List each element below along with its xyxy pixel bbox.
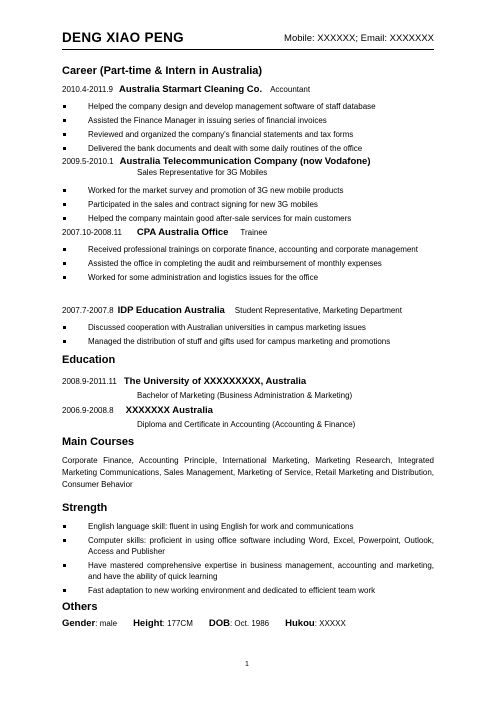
education-dates: 2008.9-2011.11: [62, 377, 117, 386]
school-name: XXXXXXX Australia: [125, 405, 213, 416]
bullet-icon: [63, 147, 66, 150]
list-item: [62, 336, 434, 347]
gender-label: Gender: [62, 618, 96, 629]
strength-heading: Strength: [62, 502, 108, 514]
bullet-icon: [63, 589, 66, 592]
hukou-label: Hukou: [285, 618, 315, 629]
job-header: [62, 305, 434, 316]
list-item: [62, 244, 434, 255]
list-item: [62, 185, 434, 196]
dob-value: : Oct. 1986: [229, 619, 270, 628]
education-item: [62, 376, 434, 401]
bullet-text: Reviewed and organized the company's financial statements and tax forms: [88, 130, 354, 139]
job-header: [62, 84, 434, 95]
education-dates: 2006.9-2008.8: [62, 406, 114, 415]
job-header: [62, 227, 434, 238]
candidate-name: DENG XIAO PENG: [62, 30, 184, 45]
strength-section: [62, 502, 434, 599]
bullet-icon: [63, 203, 66, 206]
courses-section: [62, 436, 434, 491]
job-dates: 2007.10-2008.11: [62, 228, 122, 237]
height-value: : 177CM: [162, 619, 193, 628]
bullet-text: Assisted the Finance Manager in issuing series of financial invoices: [88, 116, 327, 125]
bullet-text: Fast adaptation to new working environment and dedicated to efficient team work: [88, 586, 376, 595]
bullet-icon: [63, 525, 66, 528]
bullet-icon: [63, 217, 66, 220]
personal-details: [62, 618, 434, 629]
bullet-text: Helped the company maintain good after-sale services for main customers: [88, 214, 352, 223]
job-entry: [62, 156, 434, 227]
job-header: [62, 156, 434, 167]
list-item: [62, 535, 434, 557]
bullet-icon: [63, 326, 66, 329]
career-heading-block: [62, 65, 434, 77]
job-entry: [62, 305, 434, 350]
list-item: [62, 521, 434, 532]
height-label: Height: [133, 618, 163, 629]
gender-value: : male: [95, 619, 118, 628]
job-bullets: [62, 185, 434, 224]
strength-bullets: [62, 521, 434, 596]
bullet-text: Have mastered comprehensive expertise in business management, accounting and marketing, and have the ability of quick learning: [88, 561, 434, 581]
job-dates: 2009.5-2010.1: [62, 157, 114, 166]
bullet-text: Helped the company design and develop management software of staff database: [88, 102, 376, 111]
job-dates: 2010.4-2011.9: [62, 85, 114, 94]
list-item: [62, 115, 434, 126]
list-item: [62, 585, 434, 596]
page-number: 1: [245, 661, 249, 668]
job-organization: Australia Telecommunication Company (now Vodafone): [119, 156, 371, 167]
list-item: [62, 199, 434, 210]
job-role: Student Representative, Marketing Department: [234, 306, 402, 315]
list-item: [62, 129, 434, 140]
bullet-text: Computer skills: proficient in using office software including Word, Excel, Powerpoint, Outlook, Access and Publisher: [88, 536, 434, 556]
degree: Diploma and Certificate in Accounting (Accounting & Finance): [137, 420, 356, 429]
job-entry: [62, 84, 434, 157]
bullet-icon: [63, 189, 66, 192]
education-heading: Education: [62, 354, 116, 366]
others-section: [62, 601, 434, 629]
job-organization: CPA Australia Office: [136, 227, 229, 238]
list-item: [62, 560, 434, 582]
job-bullets: [62, 101, 434, 154]
bullet-text: English language skill: fluent in using English for work and communications: [88, 522, 354, 531]
list-item: [62, 213, 434, 224]
school-name: The University of XXXXXXXXX, Australia: [123, 376, 307, 387]
job-organization: IDP Education Australia: [117, 305, 225, 316]
header-divider: [62, 49, 434, 50]
courses-text: Corporate Finance, Accounting Principle, International Marketing, Marketing Research, Integrated Marketing Communications, Sales Management, Marketing of Service, Retail Marketing and Distribution, Consumer Behavior: [62, 456, 434, 489]
education-item: [62, 405, 434, 430]
job-bullets: [62, 244, 434, 283]
bullet-text: Worked for some administration and logistics issues for the office: [88, 273, 319, 282]
degree: Bachelor of Marketing (Business Administration & Marketing): [137, 391, 353, 400]
bullet-text: Worked for the market survey and promotion of 3G new mobile products: [88, 186, 344, 195]
bullet-text: Assisted the office in completing the audit and reimbursement of monthly expenses: [88, 259, 382, 268]
bullet-text: Participated in the sales and contract signing for new 3G mobiles: [88, 200, 318, 209]
list-item: [62, 272, 434, 283]
job-role: Sales Representative for 3G Mobiles: [137, 168, 268, 177]
education-section: [62, 354, 434, 366]
job-dates: 2007.7-2007.8: [62, 306, 114, 315]
courses-heading: Main Courses: [62, 436, 135, 448]
bullet-icon: [63, 539, 66, 542]
bullet-icon: [63, 262, 66, 265]
list-item: [62, 101, 434, 112]
bullet-text: Delivered the bank documents and dealt with some daily routines of the office: [88, 144, 363, 153]
bullet-icon: [63, 133, 66, 136]
job-role: Accountant: [270, 85, 311, 94]
bullet-text: Discussed cooperation with Australian universities in campus marketing issues: [88, 323, 366, 332]
job-organization: Australia Starmart Cleaning Co.: [119, 84, 263, 95]
bullet-icon: [63, 340, 66, 343]
resume-header: [62, 30, 434, 50]
bullet-icon: [63, 248, 66, 251]
bullet-text: Managed the distribution of stuff and gifts used for campus marketing and promotions: [88, 337, 391, 346]
career-heading: Career (Part-time & Intern in Australia): [62, 65, 263, 77]
bullet-text: Received professional trainings on corporate finance, accounting and corporate management: [88, 245, 418, 254]
job-bullets: [62, 322, 434, 347]
list-item: [62, 258, 434, 269]
bullet-icon: [63, 276, 66, 279]
others-heading: Others: [62, 601, 98, 613]
bullet-icon: [63, 105, 66, 108]
bullet-icon: [63, 119, 66, 122]
contact-info: Mobile: XXXXXX; Email: XXXXXXX: [284, 33, 434, 44]
job-entry: [62, 227, 434, 286]
job-role: Trainee: [240, 228, 268, 237]
dob-label: DOB: [208, 618, 230, 629]
list-item: [62, 322, 434, 333]
bullet-icon: [63, 564, 66, 567]
hukou-value: : XXXXX: [314, 619, 346, 628]
education-header: [62, 405, 434, 416]
education-header: [62, 376, 434, 387]
list-item: [62, 143, 434, 154]
